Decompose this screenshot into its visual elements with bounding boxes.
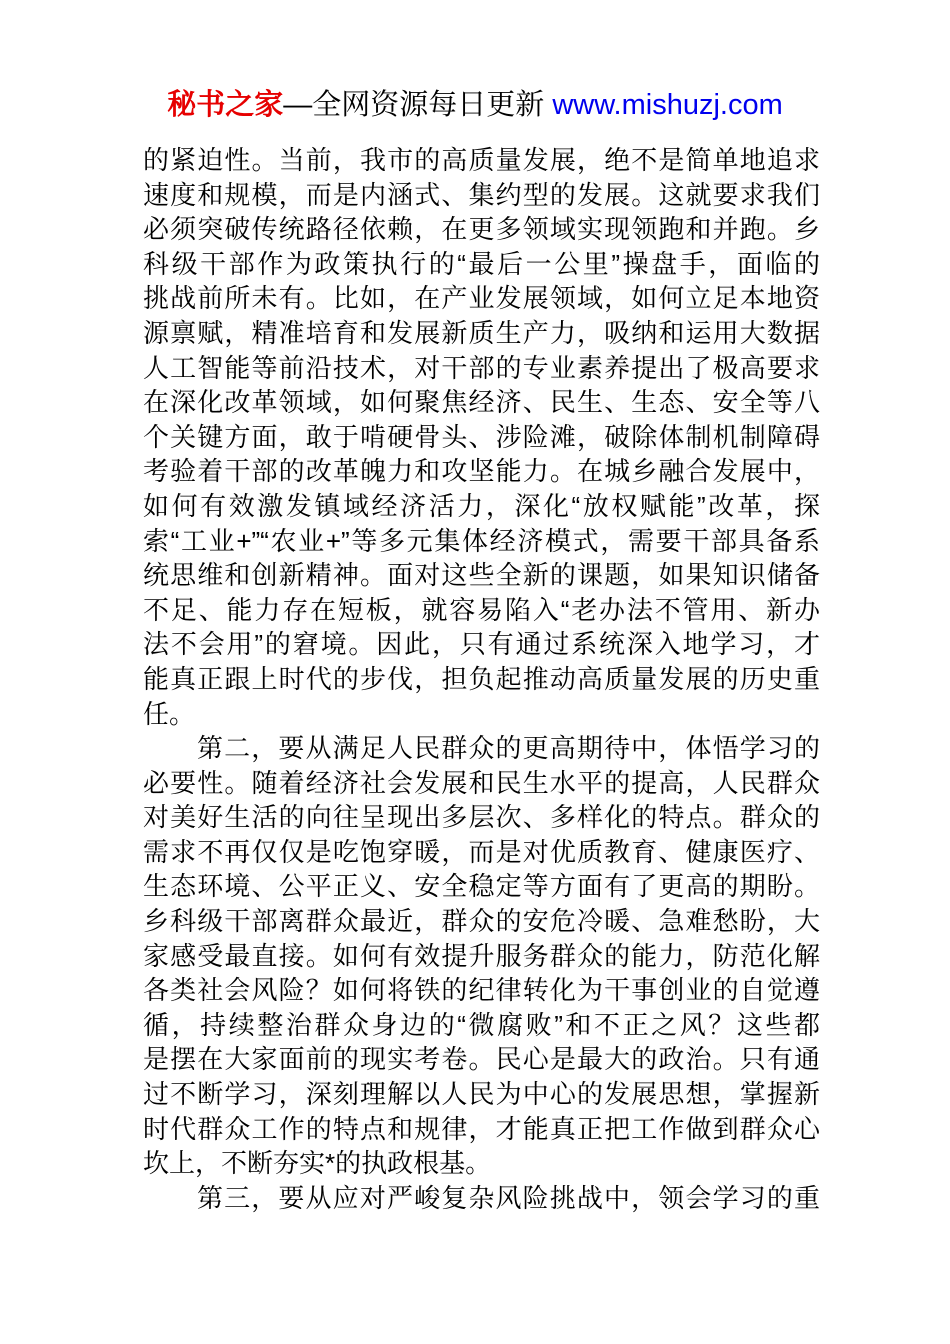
text-line: 必要性。随着经济社会发展和民生水平的提高，人民群众 [143,767,820,798]
site-header [0,88,950,122]
text-line: 循，持续整治群众身边的“微腐败”和不正之风？这些都 [143,1009,820,1040]
text-line: 乡科级干部离群众最近，群众的安危冷暖、急难愁盼，大 [143,906,820,937]
text-line: 需求不再仅仅是吃饱穿暖，而是对优质教育、健康医疗、 [143,836,820,867]
site-name-text: 秘书之家 [167,89,284,121]
text-line: 各类社会风险？如何将铁的纪律转化为干事创业的自觉遵 [143,975,820,1006]
text-line: 挑战前所未有。比如，在产业发展领域，如何立足本地资 [143,283,820,314]
text-line: 坎上，不断夯实*的执政根基。 [143,1148,492,1179]
paragraph [143,143,820,731]
text-line: 第二，要从满足人民群众的更高期待中，体悟学习的 [197,733,820,764]
text-line: 个关键方面，敢于啃硬骨头、涉险滩，破除体制机制障碍 [143,421,820,452]
document-body [143,143,820,1215]
text-line: 过不断学习，深刻理解以人民为中心的发展思想，掌握新 [143,1079,820,1110]
paragraph [143,1181,820,1216]
text-line: 家感受最直接。如何有效提升服务群众的能力，防范化解 [143,940,820,971]
text-line: 能真正跟上时代的步伐，担负起推动高质量发展的历史重 [143,663,820,694]
text-line: 科级干部作为政策执行的“最后一公里”操盘手，面临的 [143,248,820,279]
paragraph [143,731,820,1181]
text-line: 速度和规模，而是内涵式、集约型的发展。这就要求我们 [143,179,820,210]
text-line: 不足、能力存在短板，就容易陷入“老办法不管用、新办 [143,594,820,625]
text-line: 在深化改革领域，如何聚焦经济、民生、生态、安全等八 [143,387,820,418]
text-line: 源禀赋，精准培育和发展新质生产力，吸纳和运用大数据 [143,317,820,348]
text-line: 的紧迫性。当前，我市的高质量发展，绝不是简单地追求 [143,145,820,175]
text-line: 是摆在大家面前的现实考卷。民心是最大的政治。只有通 [143,1044,820,1075]
text-line: 必须突破传统路径依赖，在更多领域实现领跑和并跑。乡 [143,214,820,245]
text-line: 人工智能等前沿技术，对干部的专业素养提出了极高要求 [143,352,820,383]
text-line: 第三，要从应对严峻复杂风险挑战中，领会学习的重 [197,1182,820,1213]
text-line: 统思维和创新精神。面对这些全新的课题，如果知识储备 [143,560,820,591]
text-line: 法不会用”的窘境。因此，只有通过系统深入地学习，才 [143,629,820,660]
text-line: 对美好生活的向往呈现出多层次、多样化的特点。群众的 [143,802,820,833]
text-line: 如何有效激发镇域经济活力，深化“放权赋能”改革，探 [143,490,820,521]
site-url-link[interactable]: www.mishuzj.com [552,89,783,121]
text-line: 考验着干部的改革魄力和攻坚能力。在城乡融合发展中， [143,456,820,487]
text-line: 生态环境、公平正义、安全稳定等方面有了更高的期盼。 [143,871,820,902]
text-line: 时代群众工作的特点和规律，才能真正把工作做到群众心 [143,1113,820,1144]
text-line: 任。 [143,698,196,729]
site-tagline-text: —全网资源每日更新 [283,89,553,121]
text-line: 索“工业+”“农业+”等多元集体经济模式，需要干部具备系 [143,525,820,556]
